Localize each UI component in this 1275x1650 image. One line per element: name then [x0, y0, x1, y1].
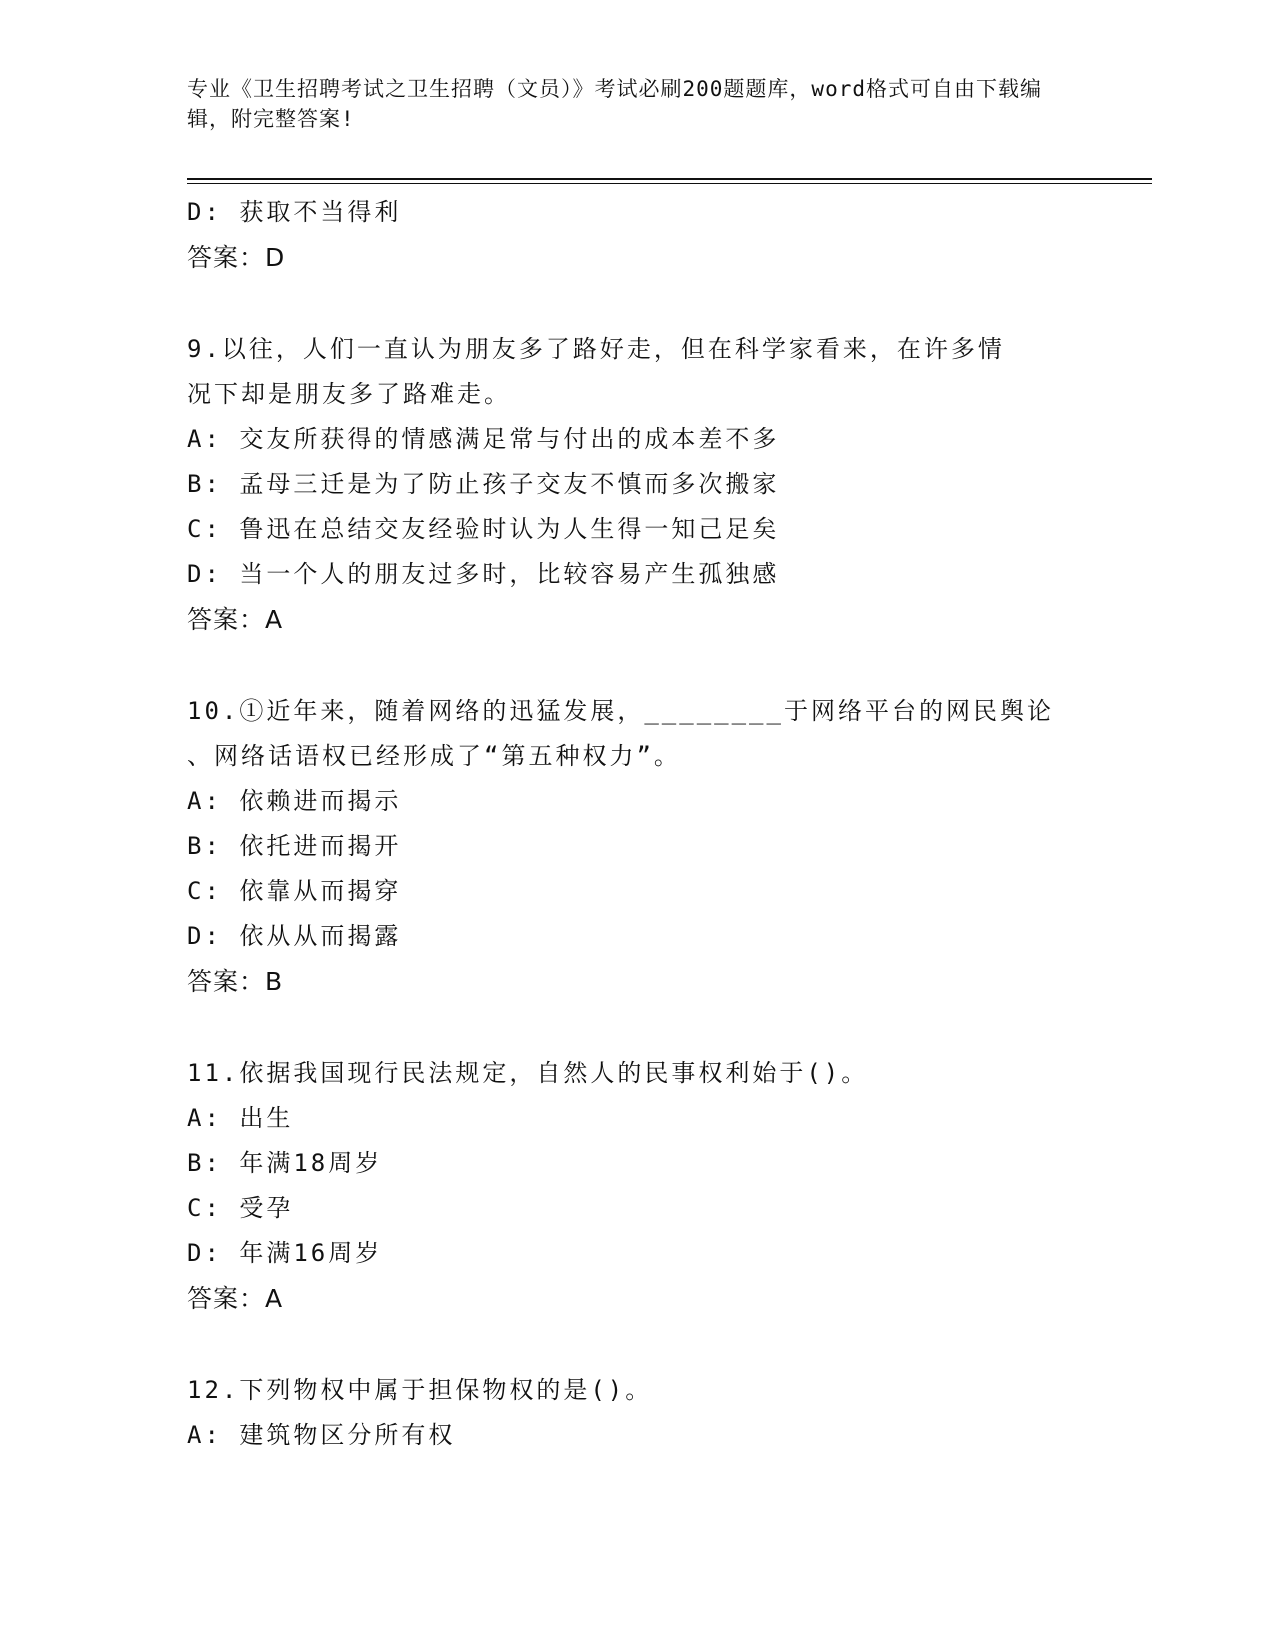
question-10	[187, 689, 1117, 1004]
option-d: D: 依从从而揭露	[187, 922, 402, 950]
option-a: A: 出生	[187, 1104, 294, 1132]
header-rule-thin	[187, 183, 1152, 184]
answer: 答案：B	[187, 967, 284, 996]
answer: 答案：A	[187, 605, 284, 634]
option-b: B: 孟母三迁是为了防止孩子交友不慎而多次搬家	[187, 470, 780, 498]
option-a: A: 交友所获得的情感满足常与付出的成本差不多	[187, 425, 780, 453]
question-stem: 11.依据我国现行民法规定，自然人的民事权利始于()。	[187, 1059, 869, 1087]
answer: 答案：A	[187, 1284, 284, 1313]
option-c: C: 鲁迅在总结交友经验时认为人生得一知己足矣	[187, 515, 780, 543]
question-content	[187, 190, 1117, 1458]
question-stem: 况下却是朋友多了路难走。	[187, 380, 511, 408]
option-a: A: 建筑物区分所有权	[187, 1421, 456, 1449]
question-9	[187, 327, 1117, 642]
option-d: D: 年满16周岁	[187, 1239, 383, 1267]
question-stem: 9.以往，人们一直认为朋友多了路好走，但在科学家看来，在许多情	[187, 335, 1005, 363]
question-stem: 、网络话语权已经形成了“第五种权力”。	[187, 742, 681, 770]
question-12	[187, 1368, 1117, 1458]
prev-answer: 答案：D	[187, 243, 286, 272]
option-c: C: 受孕	[187, 1194, 294, 1222]
question-11	[187, 1051, 1117, 1321]
question-stem: 10.①近年来，随着网络的迅猛发展，________于网络平台的网民舆论	[187, 697, 1054, 725]
option-a: A: 依赖进而揭示	[187, 787, 402, 815]
option-b: B: 依托进而揭开	[187, 832, 402, 860]
prev-option-d: D: 获取不当得利	[187, 198, 402, 226]
page-header: 专业《卫生招聘考试之卫生招聘（文员）》考试必刷200题题库，word格式可自由下载编辑，附完整答案!	[187, 77, 1042, 131]
option-d: D: 当一个人的朋友过多时，比较容易产生孤独感	[187, 560, 780, 588]
header-rule-thick	[187, 178, 1152, 180]
question-stem: 12.下列物权中属于担保物权的是()。	[187, 1376, 653, 1404]
option-b: B: 年满18周岁	[187, 1149, 383, 1177]
option-c: C: 依靠从而揭穿	[187, 877, 402, 905]
